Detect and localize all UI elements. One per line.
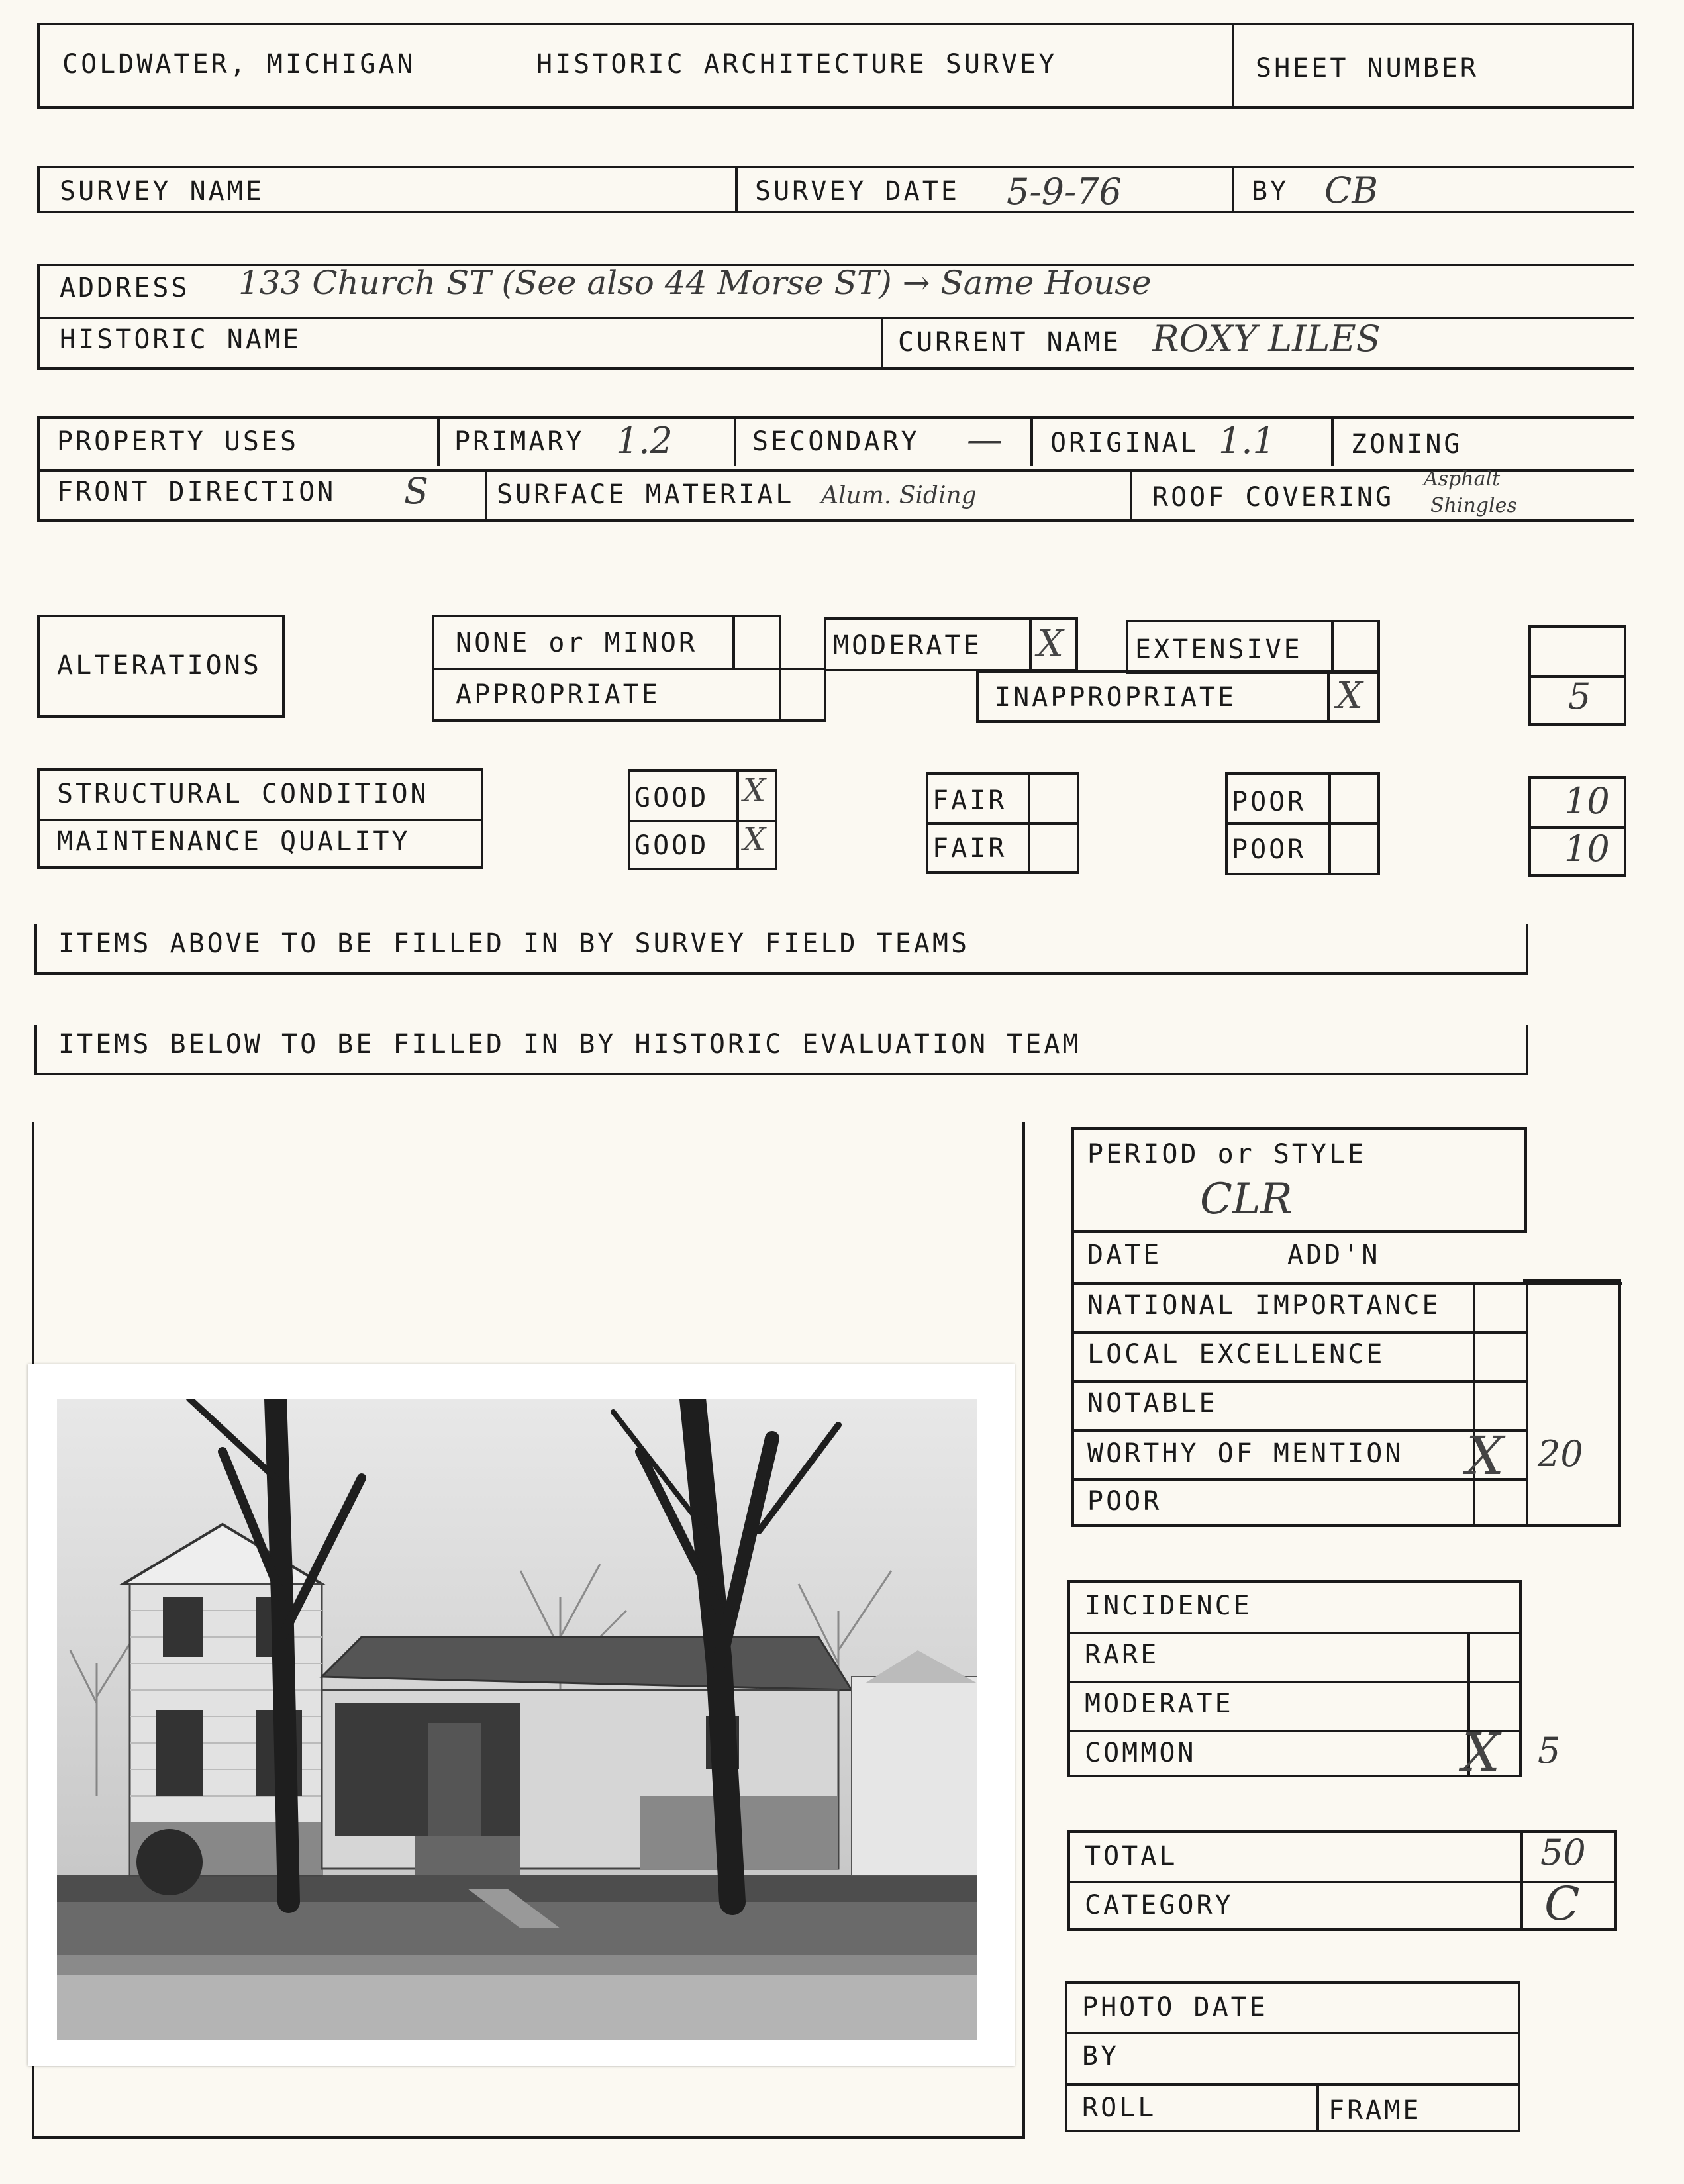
zoning-label: ZONING — [1351, 429, 1463, 460]
condition-label-box — [37, 768, 483, 869]
maintenance-score: 10 — [1564, 828, 1610, 869]
addn-label: ADD'N — [1287, 1240, 1381, 1270]
structural-fair-label: FAIR — [932, 785, 1007, 816]
worthy-of-mention-label: WORTHY OF MENTION — [1087, 1438, 1404, 1469]
sheet-number-label: SHEET NUMBER — [1256, 53, 1479, 83]
address-label: ADDRESS — [60, 273, 190, 303]
condition-good-box — [628, 769, 777, 870]
common-score: 5 — [1538, 1730, 1561, 1771]
primary-label: PRIMARY — [454, 426, 585, 457]
appropriate-label: APPROPRIATE — [456, 679, 660, 710]
surface-material-value: Alum. Siding — [821, 482, 977, 509]
survey-date-label: SURVEY DATE — [755, 176, 960, 207]
maintenance-poor-label: POOR — [1232, 834, 1307, 865]
roof-covering-value-1: Asphalt — [1424, 468, 1501, 491]
alterations-score: 5 — [1568, 675, 1591, 717]
eval-poor-label: POOR — [1087, 1486, 1162, 1516]
roof-covering-value-2: Shingles — [1430, 494, 1517, 517]
importance-score-col — [1523, 1279, 1621, 1527]
surface-material-label: SURFACE MATERIAL — [497, 479, 795, 510]
worthy-score: 20 — [1538, 1433, 1583, 1475]
inappropriate-label: INAPPROPRIATE — [995, 682, 1237, 713]
roll-label: ROLL — [1082, 2093, 1157, 2123]
notes-above: ITEMS ABOVE TO BE FILLED IN BY SURVEY FIELD TEAMS — [58, 928, 970, 959]
current-name-value: ROXY LILES — [1152, 318, 1381, 360]
city-label: COLDWATER, MICHIGAN — [62, 49, 416, 79]
alterations-score-box — [1528, 625, 1626, 726]
none-minor-label: NONE or MINOR — [456, 628, 698, 658]
house-photograph — [28, 1364, 1015, 2066]
roof-covering-label: ROOF COVERING — [1152, 482, 1395, 513]
address-block — [37, 264, 1634, 370]
incidence-moderate-label: MODERATE — [1085, 1689, 1234, 1719]
condition-fair-box — [926, 772, 1079, 874]
notable-label: NOTABLE — [1087, 1388, 1218, 1418]
house-photo-image — [57, 1399, 977, 2040]
alterations-label: ALTERATIONS — [57, 650, 262, 681]
moderate-label: MODERATE — [833, 630, 982, 661]
notes-below: ITEMS BELOW TO BE FILLED IN BY HISTORIC EVALUATION TEAM — [58, 1029, 1081, 1060]
structural-condition-label: STRUCTURAL CONDITION — [57, 779, 429, 809]
header-box — [37, 23, 1634, 109]
frame-label: FRAME — [1328, 2095, 1422, 2126]
total-table — [1067, 1830, 1617, 1931]
alterations-extensive-box — [1126, 620, 1380, 674]
incidence-table — [1067, 1580, 1561, 1783]
survey-name-label: SURVEY NAME — [60, 176, 264, 207]
alterations-inappropriate-box — [976, 670, 1380, 723]
worthy-mark: X — [1466, 1425, 1504, 1487]
period-style-label: PERIOD or STYLE — [1087, 1139, 1367, 1169]
local-excellence-label: LOCAL EXCELLENCE — [1087, 1339, 1385, 1369]
alterations-appropriate-box — [432, 668, 826, 722]
period-style-value: CLR — [1200, 1175, 1293, 1224]
property-uses-label: PROPERTY USES — [57, 426, 299, 457]
survey-by-label: BY — [1252, 176, 1289, 207]
category-value: C — [1544, 1877, 1580, 1931]
photo-info-table — [1065, 1981, 1520, 2132]
importance-table — [1071, 1230, 1583, 1527]
alterations-label-box — [37, 615, 285, 718]
period-style-box — [1071, 1127, 1527, 1233]
inappropriate-mark: X — [1336, 674, 1363, 717]
moderate-mark: X — [1037, 622, 1064, 666]
alterations-none-box — [432, 615, 781, 670]
maintenance-fair-label: FAIR — [932, 833, 1007, 864]
maintenance-good-label: GOOD — [634, 830, 709, 861]
structural-score: 10 — [1564, 780, 1610, 822]
incidence-label: INCIDENCE — [1085, 1591, 1252, 1621]
historic-name-label: HISTORIC NAME — [60, 324, 302, 355]
front-direction-label: FRONT DIRECTION — [57, 477, 336, 507]
condition-poor-box — [1225, 772, 1380, 875]
address-value: 133 Church ST (See also 44 Morse ST) → Same House — [238, 264, 1152, 302]
structural-good-label: GOOD — [634, 783, 709, 813]
category-label: CATEGORY — [1085, 1890, 1234, 1920]
current-name-label: CURRENT NAME — [898, 327, 1121, 358]
notes-above-box — [34, 924, 1528, 975]
date-label: DATE — [1087, 1240, 1162, 1270]
national-importance-label: NATIONAL IMPORTANCE — [1087, 1290, 1441, 1320]
maintenance-quality-label: MAINTENANCE QUALITY — [57, 826, 411, 857]
structural-good-mark: X — [743, 772, 766, 809]
secondary-value: — — [967, 419, 1003, 460]
front-direction-value: S — [404, 470, 428, 512]
survey-row — [37, 166, 1634, 213]
survey-date-value: 5-9-76 — [1007, 171, 1122, 213]
common-label: COMMON — [1085, 1738, 1197, 1768]
maintenance-good-mark: X — [743, 821, 766, 858]
secondary-label: SECONDARY — [752, 426, 920, 457]
photo-date-label: PHOTO DATE — [1082, 1992, 1268, 2022]
structural-poor-label: POOR — [1232, 787, 1307, 817]
original-label: ORIGINAL — [1050, 428, 1199, 458]
rare-label: RARE — [1085, 1640, 1160, 1670]
extensive-label: EXTENSIVE — [1135, 634, 1303, 665]
condition-score-box — [1528, 776, 1626, 877]
notes-below-box — [34, 1025, 1528, 1075]
alterations-moderate-box — [824, 617, 1078, 671]
original-value: 1.1 — [1218, 420, 1275, 462]
common-mark: X — [1462, 1722, 1500, 1783]
survey-title: HISTORIC ARCHITECTURE SURVEY — [536, 49, 1058, 79]
total-label: TOTAL — [1085, 1841, 1178, 1871]
photo-by-label: BY — [1082, 2041, 1120, 2071]
total-value: 50 — [1540, 1832, 1586, 1873]
survey-by-value: CB — [1324, 170, 1378, 211]
primary-value: 1.2 — [616, 420, 673, 462]
property-block — [37, 416, 1634, 522]
